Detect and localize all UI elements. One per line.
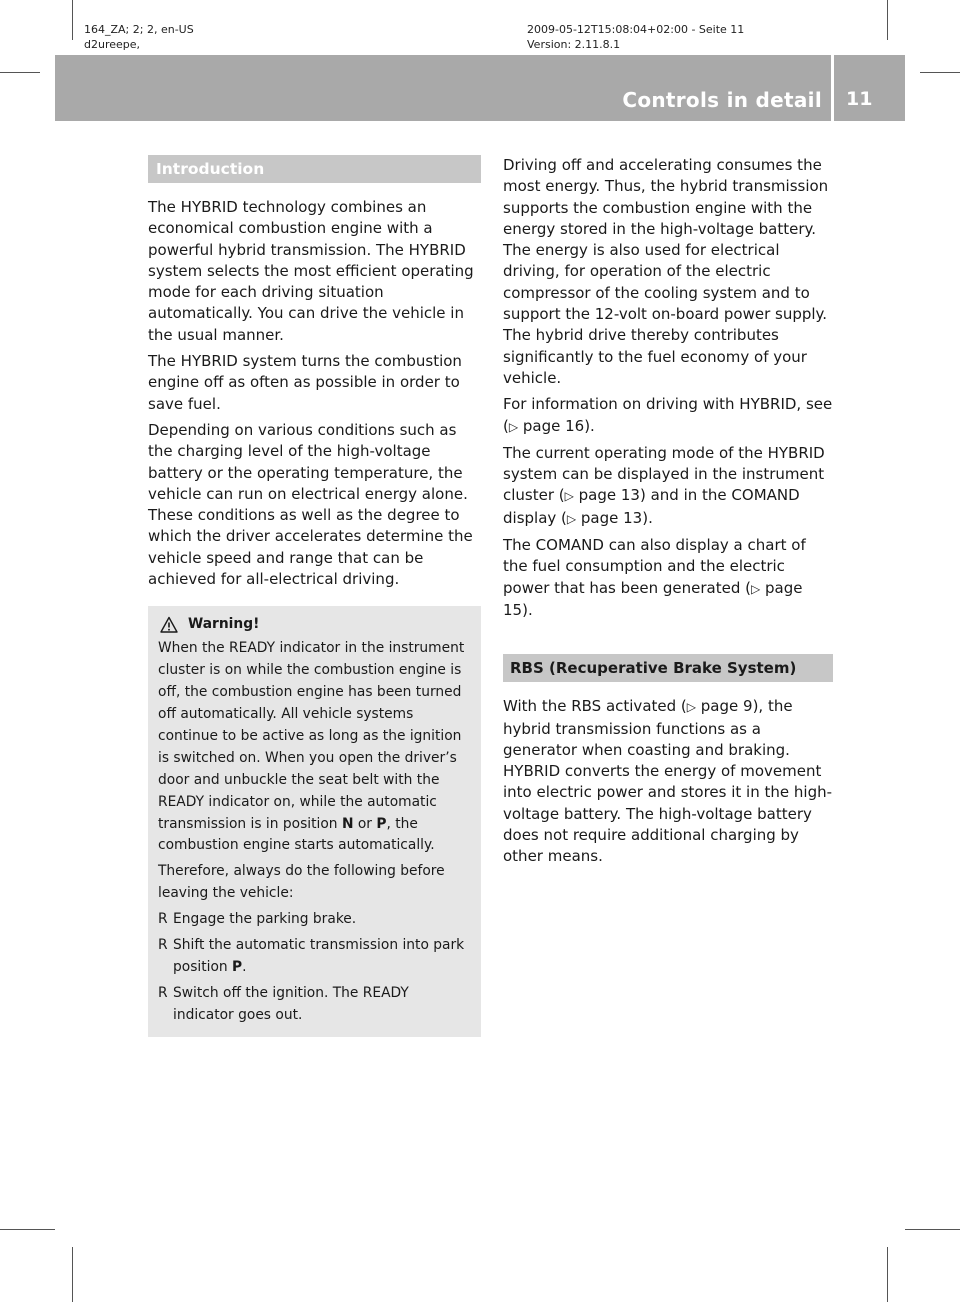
bullet-text: Switch off the ignition. The READY indicator goes out. — [173, 984, 409, 1023]
chapter-title: Controls in detail — [622, 88, 822, 112]
page-reference: page 16 — [522, 416, 585, 435]
page-reference-arrow-icon: ▷ — [508, 419, 519, 434]
warning-bullet — [158, 935, 473, 979]
bullet-text: Shift the automatic transmission into park position P. — [173, 937, 465, 975]
gear-position-p: P — [376, 815, 387, 832]
page-reference-arrow-icon: ▷ — [751, 581, 761, 596]
warning-paragraph: Therefore, always do the following before leaving the vehicle: — [158, 863, 445, 902]
header-divider — [831, 55, 834, 121]
page-reference: page 9 — [700, 697, 753, 716]
print-meta-user: d2ureepe, — [84, 38, 141, 51]
warning-title-row — [160, 614, 473, 636]
warning-title: Warning! — [188, 616, 260, 633]
warning-bullet — [158, 909, 473, 931]
bullet-mark: R — [158, 911, 168, 928]
print-meta-job: 164_ZA; 2; 2, en-US — [84, 23, 194, 36]
page-reference-arrow-icon: ▷ — [566, 511, 577, 526]
warning-box — [148, 606, 481, 1036]
page-reference: page 15 — [503, 578, 803, 619]
gear-position-p: P — [232, 958, 243, 975]
bullet-mark: R — [158, 984, 168, 1001]
section-heading-introduction: Introduction — [148, 155, 481, 183]
crop-mark-bottom-right-vertical — [887, 1247, 888, 1302]
body-paragraph: The current operating mode of the HYBRID system can be displayed in the instrument cluster (▷ page 13) and in the COMAND display (▷ page 13). — [503, 443, 825, 527]
body-paragraph: The COMAND can also display a chart of the fuel consumption and the electric power that has been generated (▷ page 15). — [503, 536, 806, 619]
print-meta-version: Version: 2.11.8.1 — [527, 38, 621, 51]
body-paragraph: Driving off and accelerating consumes the most energy. Thus, the hybrid transmission supports the combustion engine with the energy stored in the high-voltage battery. The energy is also used for electrical driving, for operation of the electric compressor of the cooling system and to support the 12-volt on-board power supply. The hybrid drive thereby contributes significantly to the fuel economy of your vehicle. — [503, 156, 829, 387]
page-reference: page 13 — [578, 486, 640, 505]
crop-mark-top-left-vertical — [72, 0, 73, 40]
page-reference-arrow-icon: ▷ — [564, 489, 574, 504]
page-reference-arrow-icon: ▷ — [686, 700, 696, 715]
print-meta-timestamp: 2009-05-12T15:08:04+02:00 - Seite 11 — [527, 23, 745, 36]
print-meta-right — [527, 22, 744, 52]
crop-mark-top-left-horizontal — [0, 72, 40, 73]
intro-paragraph: The HYBRID system turns the combustion engine off as often as possible in order to save fuel. — [148, 352, 462, 413]
intro-paragraph: The HYBRID technology combines an economical combustion engine with a powerful hybrid transmission. The HYBRID system selects the most efficient operating mode for each driving situation automatically. You can drive the vehicle in the usual manner. — [148, 198, 474, 344]
warning-triangle-icon — [160, 616, 178, 634]
right-column — [503, 155, 833, 873]
page-reference: page 13 — [580, 508, 643, 527]
bullet-mark: R — [158, 937, 168, 954]
print-meta-left — [84, 22, 194, 52]
crop-mark-bottom-left-vertical — [72, 1247, 73, 1302]
left-column — [148, 155, 481, 1037]
page-number: 11 — [846, 88, 873, 110]
rbs-paragraph: With the RBS activated (▷ page 9), the hybrid transmission functions as a generator when coasting and braking. HYBRID converts the energy of movement into electric power and stores it in the high-voltage battery. The high-voltage battery does not require additional charging by other means. — [503, 697, 833, 866]
warning-paragraph: When the READY indicator in the instrument cluster is on while the combustion engine is off, the combustion engine has been turned off automatically. All vehicle systems continue to be active as long as the ignition is switched on. When you open the driver’s door and unbuckle the seat belt with the READY indicator on, while the automatic transmission is in position N or P, the combustion engine starts automatically. — [158, 640, 465, 854]
crop-mark-bottom-left-horizontal — [0, 1229, 55, 1230]
body-paragraph: For information on driving with HYBRID, see (▷ page 16). — [503, 395, 833, 435]
crop-mark-top-right-vertical — [887, 0, 888, 40]
gear-position-n: N — [341, 815, 354, 832]
crop-mark-bottom-right-horizontal — [905, 1229, 960, 1230]
crop-mark-top-right-horizontal — [920, 72, 960, 73]
bullet-text: Engage the parking brake. — [173, 911, 357, 928]
section-heading-rbs: RBS (Recuperative Brake System) — [503, 654, 833, 682]
warning-bullet — [158, 983, 473, 1027]
intro-paragraph: Depending on various conditions such as the charging level of the high-voltage battery or the operating temperature, the vehicle can run on electrical energy alone. These conditions as well as the degree to which the driver accelerates determine the vehicle speed and range that can be achieved for all-electrical driving. — [148, 420, 473, 589]
